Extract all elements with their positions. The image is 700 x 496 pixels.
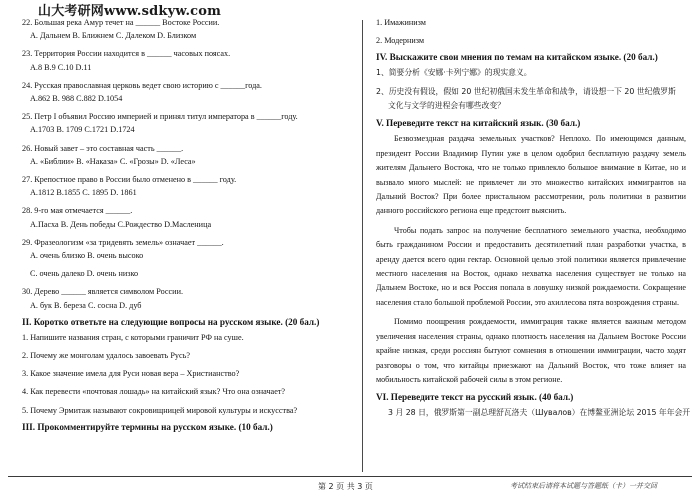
translation-paragraph-1: Безвозмездная раздача земельных участков? Неплохо. По имеющимся данным, президент России Владимир Путин уже в целом одобрил бесплатную раздачу земель жителям Дальнего Востока, что не только привлекло большое внимание в Китае, но и вызвало много мыслей: не привлечет ли это множество китайских иммигрантов на Дальний Восток? При более пристальном рассмотрении, роль политики в развитии данного российского региона еще предстоит выяснить. bbox=[376, 134, 686, 216]
question-22-options: А. Дальнем В. Ближнем С. Далеком D. Близком bbox=[30, 31, 197, 41]
question-29-options-ab: А. очень близко В. очень высоко bbox=[30, 251, 144, 261]
question-24-options: А.862 В. 988 С.882 D.1054 bbox=[30, 94, 123, 104]
question-22: 22. Большая река Амур течет на ______ Востоке России. bbox=[22, 18, 220, 27]
section-2-heading: II. Коротко ответьте на следующие вопросы на русском языке. (20 бал.) bbox=[22, 316, 320, 327]
section-2-question-2: 2. Почему же монголам удалось завоевать Русь? bbox=[22, 351, 190, 361]
question-24: 24. Русская православная церковь ведет свою историю с ______года. bbox=[22, 80, 262, 90]
page-number: 第 2 页 共 3 页 bbox=[318, 482, 373, 491]
question-26: 26. Новый завет – это составная часть ______. bbox=[22, 143, 184, 153]
question-23: 23. Территория России находится в ______ часовых поясах. bbox=[22, 49, 231, 59]
section-6-heading: VI. Переведите текст на русский язык. (40 бал.) bbox=[376, 392, 574, 403]
question-27: 27. Крепостное право в России было отменено в ______ году. bbox=[22, 175, 237, 185]
section-4-heading: IV. Выскажите свои мнения по темам на китайском языке. (20 бал.) bbox=[376, 52, 658, 63]
left-column bbox=[22, 16, 352, 436]
site-watermark: 山大考研网www.sdkyw.com bbox=[38, 4, 222, 19]
section-4-question-1: 1、简要分析《安娜·卡列宁娜》的现实意义。 bbox=[376, 68, 532, 78]
section-6-text: 3 月 28 日，俄罗斯第一副总理舒瓦洛夫（Шувалов）在博鳌亚洲论坛 2015 年年会开 bbox=[388, 408, 691, 418]
question-29: 29. Фразеологизм «за тридевять земель» означает ______. bbox=[22, 237, 224, 247]
section-4-question-2: 2、历史没有假设，假如 20 世纪初俄国未发生革命和战争，请设想一下 20 世纪俄罗斯 bbox=[376, 87, 676, 97]
footer-note: 考试结束后请将本试题与答题纸（卡）一并交回 bbox=[510, 482, 657, 490]
question-28: 28. 9-го мая отмечается ______. bbox=[22, 206, 133, 216]
section-3-heading: III. Прокомментируйте термины на русском языке. (10 бал.) bbox=[22, 421, 273, 432]
question-25: 25. Петр I объявил Россию империей и принял титул императора в ______году. bbox=[22, 112, 298, 122]
question-30: 30. Дерево ______ является символом России. bbox=[22, 287, 183, 297]
translation-paragraph-2: Чтобы подать запрос на получение бесплатного земельного участка, необходимо быть гражданином России и предоставить десятилетний план разработки участка, в аренду дается всего один гектар. Основной целью этой политики является привлечение местного населения на Восток, однако нехватка населения существует не только на Дальнем Востоке, но и вся Россия попала в ловушку низкой рождаемости. Сокращение населения стало большой проблемой России, это ахиллесова пята возрождения страны. bbox=[376, 225, 686, 307]
term-1: 1. Имажинизм bbox=[376, 18, 426, 27]
question-29-options-cd: С. очень далеко D. очень низко bbox=[30, 269, 139, 279]
question-25-options: А.1703 В. 1709 С.1721 D.1724 bbox=[30, 125, 135, 135]
footer-rule bbox=[8, 476, 692, 477]
section-2-question-3: 3. Какое значение имела для Руси новая вера – Христианство? bbox=[22, 369, 240, 379]
section-5-heading: V. Переведите текст на китайский язык. (30 бал.) bbox=[376, 118, 581, 129]
section-2-question-5: 5. Почему Эрмитаж называют сокровищницей мировой культуры и искусства? bbox=[22, 405, 298, 415]
section-2-question-4: 4. Как перевести «почтовая лошадь» на китайский язык? Что она означает? bbox=[22, 387, 286, 397]
section-2-question-1: 1. Напишите названия стран, с которыми граничит РФ на суше. bbox=[22, 332, 244, 342]
right-column bbox=[376, 16, 691, 420]
column-divider bbox=[362, 20, 363, 472]
question-26-options: А. «Библии» В. «Наказа» С. «Грозы» D. «Леса» bbox=[30, 156, 196, 166]
section-4-question-2-continued: 文化与文学的进程会有哪些改变？ bbox=[388, 101, 505, 111]
term-2: 2. Модернизм bbox=[376, 36, 425, 46]
question-28-options: А.Пасха В. День победы С.Рождество D.Масленица bbox=[30, 219, 212, 229]
translation-paragraph-3: Помимо поощрения рождаемости, иммиграция также является важным методом увеличения населения страны, однако плотность населения на Дальнем Востоке России крайне низкая, среди россиян бытуют сомнения в отношении иммиграции, часто ходят разговоры о том, что китайцы приезжают на Дальний Восток, что тоже влияет на мобильность китайской рабочей силы в этом регионе. bbox=[376, 317, 686, 384]
question-30-options: А. бук В. береза С. сосна D. дуб bbox=[30, 300, 142, 310]
question-27-options: А.1812 В.1855 С. 1895 D. 1861 bbox=[30, 188, 137, 198]
question-23-options: А.8 В.9 С.10 D.11 bbox=[30, 62, 92, 72]
